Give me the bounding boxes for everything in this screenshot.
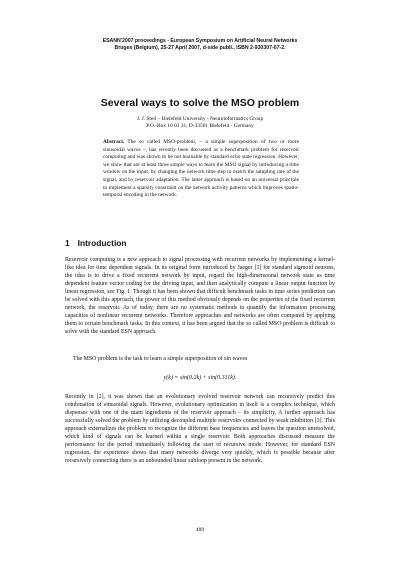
proceedings-header-line1: ESANN'2007 proceedings - European Symposium on Artificial Neural Networks: [102, 38, 298, 44]
equation: y(k) = sin(0.2k) + sin(0.311k).: [163, 375, 237, 381]
paragraph-intro: Reservoir computing is a new approach to signal processing with recurrent networks by implementing a kernel-like idea for time dependent signals. In its original form introduced by Jaeger [1] for standard sigmoid neurons, the idea is to drive a fixed recurrent network by input, regard the high-dimensional network state as time dependent feature vector coding for the driving input, and then analytically compute a linear output function by linear regression, see Fig. 1. Though it has been shown that difficult benchmark tasks in time series prediction can be solved with this approach, the power of this method obviously depends on the properties of the fixed recurrent network, the reservoir. As of today, there are no systematic methods to quantify the information processing capacities of nonlinear recurrent networks. Therefore approaches and networks are often compared by applying them to certain benchmark tasks. In this context, it has been argued that the so called MSO problem is difficult to solve with the standard ESN approach.: [65, 257, 335, 336]
paper-title: Several ways to solve the MSO problem: [100, 97, 300, 109]
proceedings-header: [0, 38, 400, 52]
section-title: Introduction: [77, 238, 127, 248]
author-block: [0, 116, 400, 130]
paragraph-related-work: Recently in [2], it was shown that an evolutionary evolved reservoir network can recursively predict this combination of sinusoidal signals. However, evolutionary optimization in itself is a complex technique, which dispenses with one of the main ingredients of the reservoir approach – its simplicity. A further approach has successfully solved the problem by utilizing decoupled multiple reservoirs connected by weak inhibition [3]. This approach externalizes the problem to recognize the different base frequencies and leaves the question unresolved, which kind of signals can be learned within a single reservoir. Both approaches discussed measure the performance for the period immediately following the start of recursive mode. However, for standard ESN regression, the experience shows that many networks diverge very quickly, which is possible because after recursively connecting there is an unbounded linear subloop present in the network.: [65, 394, 335, 465]
abstract-label: Abstract.: [103, 139, 125, 145]
abstract-text: The so called MSO-problem, – a simple superposition of two or more sinusoidal waves –, has recently been discussed as a benchmark problem for reservoir computing and was shown to be not learnable by standard echo state regression. However, we show that are at least three simple ways to learn the MSO signal by introducing a time window on the input, by changing the network time step to match the sampling rate of the signal, and by reservoir adaptation. The latter approach is based on an universal principle to implement a sparsity constraint on the network activity patterns which improves spatio-temporal encoding in the network.: [103, 139, 299, 199]
page-number: 489: [195, 527, 205, 533]
section-number: 1: [65, 238, 70, 248]
proceedings-header-line2: Bruges (Belgium), 25-27 April 2007, d-side publi., ISBN 2-930307-07-2.: [114, 45, 286, 51]
paragraph-mso-task: The MSO problem is the task to learn a simple superposition of sin waves: [73, 356, 248, 362]
author-address: P.O.-Box 10 01 31, D-33501 Bielefeld - Germany: [146, 123, 254, 130]
abstract: [103, 139, 299, 200]
author-names: J. J. Steil – Bielefeld University - Neuroinformatics Group: [136, 116, 264, 122]
section-heading: [65, 238, 345, 248]
